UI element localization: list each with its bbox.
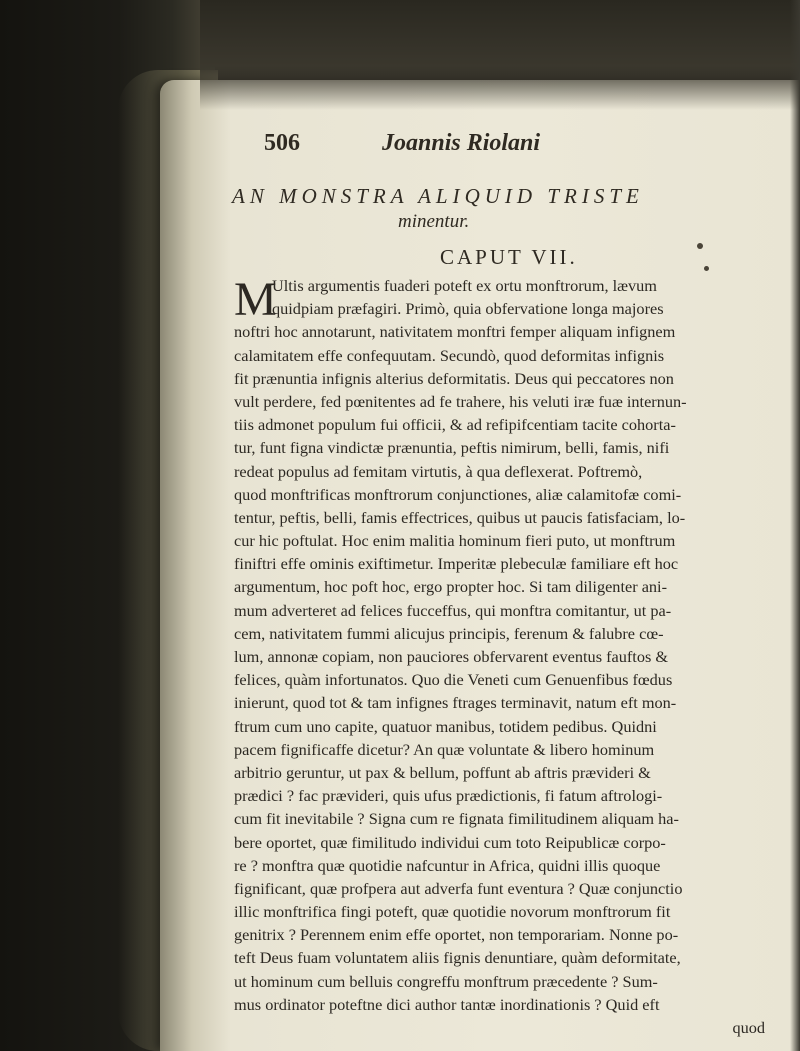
right-edge-shadow [790, 0, 800, 1051]
top-shadow [200, 0, 800, 110]
text-line: pacem fignificaffe dicetur? An quæ voluntate & libero hominum [234, 739, 655, 759]
text-line: mus ordinator poteftne dici author tantæ inordinationis ? Quid eft [234, 994, 660, 1014]
text-line: noftri hoc annotarunt, nativitatem monftri femper aliquam infignem [234, 322, 676, 342]
text-line: arbitrio geruntur, ut pax & bellum, poffunt ab aftris prævideri & [234, 762, 651, 782]
text-line: tentur, peftis, belli, famis effectrices, quibus ut paucis fatisfaciam, lo- [234, 507, 686, 527]
text-line: ftrum cum uno capite, quatuor manibus, totidem pedibus. Quidni [234, 716, 657, 736]
chapter-number: CAPUT VII. [440, 245, 578, 269]
printer-dot-ornament [697, 243, 703, 249]
text-line: cem, nativitatem fummi alicujus principis, ferenum & falubre cœ- [234, 623, 664, 643]
text-line: finiftri effe ominis exiftimetur. Imperitæ plebeculæ familiare eft hoc [234, 554, 679, 574]
text-line: teft Deus fuam voluntatem aliis fignis denuntiare, quàm deformitate, [234, 948, 681, 968]
text-line: tur, funt figna vindictæ prænuntia, peftis nimirum, belli, famis, nifi [234, 438, 670, 458]
text-line: Ultis argumentis fuaderi poteft ex ortu monftrorum, lævum [272, 276, 657, 295]
body-text [234, 274, 779, 1039]
text-line: fignificant, quæ profpera aut adverfa funt eventura ? Quæ conjunctio [234, 878, 683, 898]
text-line: felices, quàm infortunatos. Quo die Veneti cum Genuenfibus fœdus [234, 670, 673, 690]
text-line: tiis admonet populum fui officii, & ad refipifcentiam tacite cohorta- [234, 415, 676, 435]
text-line: re ? monftra quæ quotidie nafcuntur in Africa, quidni illis quoque [234, 855, 661, 875]
text-line: mum adverteret ad felices fucceffus, qui monftra comitantur, ut pa- [234, 600, 672, 620]
text-line: genitrix ? Perennem enim effe oportet, non temporariam. Nonne po- [234, 925, 679, 945]
text-line: ut hominum cum belluis congreffu monftrum præcedente ? Sum- [234, 971, 658, 991]
running-head [264, 130, 784, 162]
text-line: vult perdere, fed pœnitentes ad fe trahere, his veluti iræ fuæ internun- [234, 391, 687, 411]
text-line: fit prænuntia infignis alterius deformitatis. Deus qui peccatores non [234, 368, 674, 388]
catchword: quod [732, 1018, 765, 1037]
text-line: argumentum, hoc poft hoc, ergo propter hoc. Si tam diligenter ani- [234, 577, 668, 597]
text-line: redeat populus ad femitam virtutis, à qua deflexerat. Poftremò, [234, 461, 643, 481]
chapter-title-continuation: minentur. [398, 211, 470, 232]
text-line: illic monftrifica fingi poteft, quæ quotidie novorum monftrorum fit [234, 902, 671, 922]
text-line: quidpiam præfagiri. Primò, quia obfervatione longa majores [272, 299, 664, 319]
printer-dot-ornament [704, 266, 709, 271]
running-title: Joannis Riolani [382, 130, 541, 156]
text-line: cur hic poftulat. Hoc enim malitia hominum fieri puto, ut monftrum [234, 531, 676, 551]
text-line: bere oportet, quæ fimilitudo individui cum toto Reipublicæ corpo- [234, 832, 666, 852]
text-line: quod monftrificas monftrorum conjunctiones, aliæ calamitofæ comi- [234, 484, 682, 504]
text-line: calamitatem effe confequutam. Secundò, quod deformitas infignis [234, 345, 665, 365]
text-line: lum, annonæ copiam, non pauciores obfervarent eventus fauftos & [234, 647, 669, 666]
text-line: inierunt, quod tot & tam infignes ftrages terminavit, natum eft mon- [234, 693, 677, 713]
drop-capital: M [234, 273, 277, 326]
text-line: cum fit inevitabile ? Signa cum re fignata fimilitudinem aliquam ha- [234, 809, 679, 829]
text-line: prædici ? fac prævideri, quis ufus prædictionis, fi fatum aftrologi- [234, 786, 663, 806]
chapter-title: AN MONSTRA ALIQUID TRISTE [232, 184, 644, 208]
page-number: 506 [264, 130, 300, 156]
